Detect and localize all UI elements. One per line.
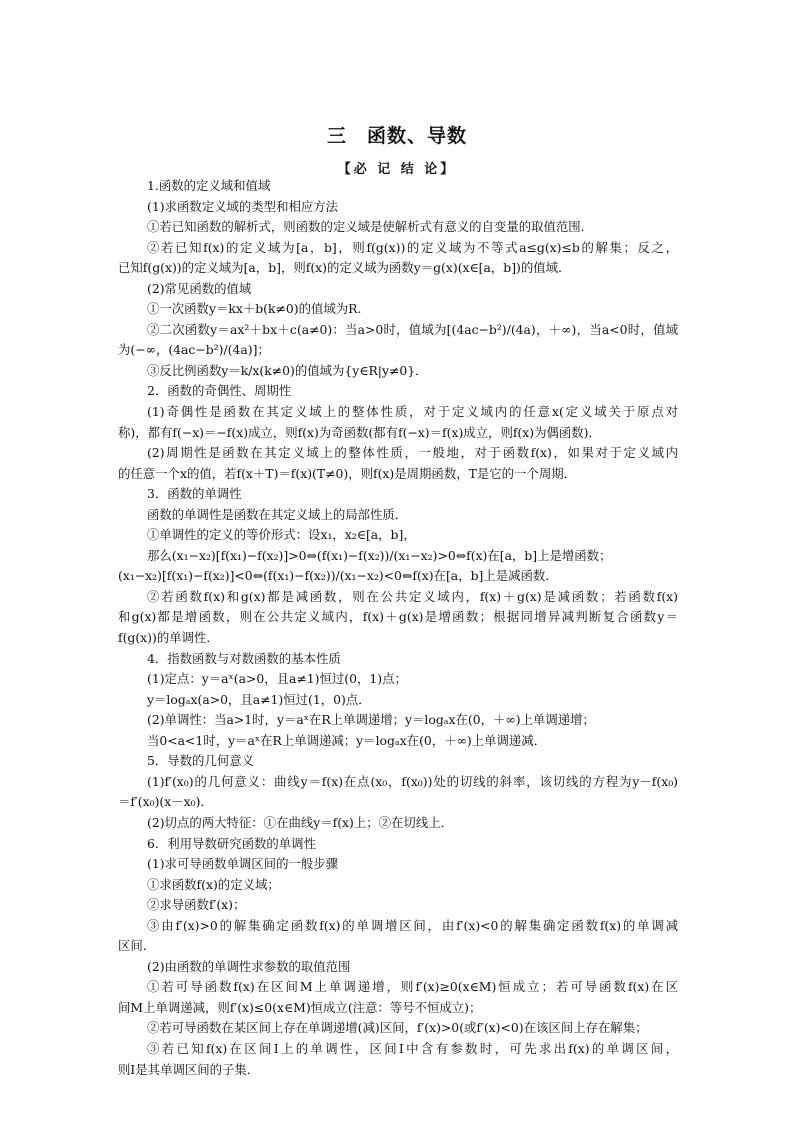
text-line: (2)单调性：当a>1时，y＝aˣ在R上单调递增；y＝logₐx在(0，＋∞)上单调递增； <box>147 712 595 728</box>
text-line: ②二次函数y＝ax²＋bx＋c(a≠0)：当a>0时，值域为[(4ac−b²)/(4a)，＋∞)，当a<0时，值域 <box>147 321 678 337</box>
text-line: y＝logₐx(a>0，且a≠1)恒过(1，0)点． <box>147 691 371 707</box>
text-line: (1)f′(x₀)的几何意义：曲线y＝f(x)在点(x₀，f(x₀))处的切线的斜率，该切线的方程为y－f(x₀) <box>147 773 678 789</box>
document-body <box>118 176 678 1080</box>
text-line: 1.函数的定义域和值域 <box>147 178 271 193</box>
text-line: 则I是其单调区间的子集． <box>118 1061 260 1077</box>
text-line: 为(−∞，(4ac−b²)/(4a)]； <box>118 342 270 358</box>
text-line: 4．指数函数与对数函数的基本性质 <box>147 650 341 666</box>
text-line: 函数的单调性是函数在其定义域上的局部性质． <box>147 506 408 522</box>
text-line: ①一次函数y＝kx＋b(k≠0)的值域为R. <box>147 301 362 317</box>
text-line: 和g(x)都是增函数，则在公共定义域内，f(x)＋g(x)是增函数；根据同增异减判断复合函数y＝ <box>118 609 678 625</box>
text-line: ①若可导函数f(x)在区间M上单调递增，则f′(x)≥0(x∈M)恒成立；若可导函数f(x)在区 <box>147 979 678 995</box>
text-line: (2)切点的两大特征：①在曲线y＝f(x)上；②在切线上． <box>147 814 453 830</box>
text-line: 称)，都有f(−x)＝−f(x)成立，则f(x)为奇函数(都有f(−x)＝f(x)成立，则f(x)为偶函数)． <box>118 424 601 440</box>
section-subtitle: 【必 记 结 论】 <box>337 162 457 177</box>
text-line: (1)求函数定义域的类型和相应方法 <box>147 198 339 214</box>
text-line: ＝f′(x₀)(x－x₀)． <box>118 794 213 810</box>
text-line: f(g(x))的单调性． <box>118 630 219 646</box>
text-line: ②求导函数f′(x)； <box>147 897 246 913</box>
text-line: (1)定点：y＝aˣ(a>0，且a≠1)恒过(0，1)点； <box>147 671 407 687</box>
text-line: (2)常见函数的值域 <box>147 280 252 296</box>
text-line: 区间． <box>118 938 156 954</box>
text-line: 2．函数的奇偶性、周期性 <box>147 383 292 399</box>
text-line: (2)周期性是函数在其定义域上的整体性质，一般地，对于函数f(x)，如果对于定义域内 <box>147 445 678 461</box>
text-line: (2)由函数的单调性求参数的取值范围 <box>147 958 351 974</box>
text-line: (1)奇偶性是函数在其定义域上的整体性质，对于定义域内的任意x(定义域关于原点对 <box>147 404 678 420</box>
text-line: ②若可导函数在某区间上存在单调递增(减)区间，f′(x)>0(或f′(x)<0)在该区间上存在解集； <box>147 1020 648 1036</box>
text-line: (1)求可导函数单调区间的一般步骤 <box>147 856 339 872</box>
text-line: 间M上单调递减，则f′(x)≤0(x∈M)恒成立(注意：等号不恒成立)； <box>118 999 482 1015</box>
text-line: (x₁−x₂)[f(x₁)−f(x₂)]<0⇔(f(x₁)−f(x₂))/(x₁−x₂)<0⇔f(x)在[a，b]上是减函数． <box>118 568 558 584</box>
text-line: ③若已知f(x)在区间I上的单调性，区间I中含有参数时，可先求出f(x)的单调区间， <box>147 1040 678 1056</box>
text-line: ②若已知f(x)的定义域为[a，b]，则f(g(x))的定义域为不等式a≤g(x)≤b的解集；反之， <box>147 239 678 255</box>
text-line: ②若函数f(x)和g(x)都是减函数，则在公共定义域内，f(x)＋g(x)是减函数；若函数f(x) <box>147 588 678 604</box>
text-line: 已知f(g(x))的定义域为[a，b]，则f(x)的定义域为函数y＝g(x)(x∈[a，b])的值域． <box>118 260 571 276</box>
text-line: 3．函数的单调性 <box>147 486 242 502</box>
text-line: 6．利用导数研究函数的单调性 <box>147 835 316 851</box>
text-line: 5．导数的几何意义 <box>147 753 255 769</box>
text-line: ①求函数f(x)的定义域； <box>147 876 280 892</box>
text-line: ①单调性的定义的等价形式：设x₁，x₂∈[a，b]， <box>147 527 416 543</box>
page-title: 三 函数、导数 <box>326 125 467 147</box>
text-line: ③反比例函数y＝k/x(k≠0)的值域为{y∈R|y≠0}． <box>147 362 428 378</box>
text-line: ③由f′(x)>0的解集确定函数f(x)的单调增区间，由f′(x)<0的解集确定函数f(x)的单调减 <box>147 917 678 933</box>
text-line: 当0<a<1时，y＝aˣ在R上单调递减；y＝logₐx在(0，＋∞)上单调递减． <box>147 732 547 748</box>
text-line: 的任意一个x的值，若f(x＋T)＝f(x)(T≠0)，则f(x)是周期函数，T是它的一个周期． <box>118 465 576 481</box>
text-line: ①若已知函数的解析式，则函数的定义域是使解析式有意义的自变量的取值范围． <box>147 219 594 235</box>
text-line: 那么(x₁−x₂)[f(x₁)−f(x₂)]>0⇔(f(x₁)−f(x₂))/(x₁−x₂)>0⇔f(x)在[a，b]上是增函数； <box>147 547 612 563</box>
